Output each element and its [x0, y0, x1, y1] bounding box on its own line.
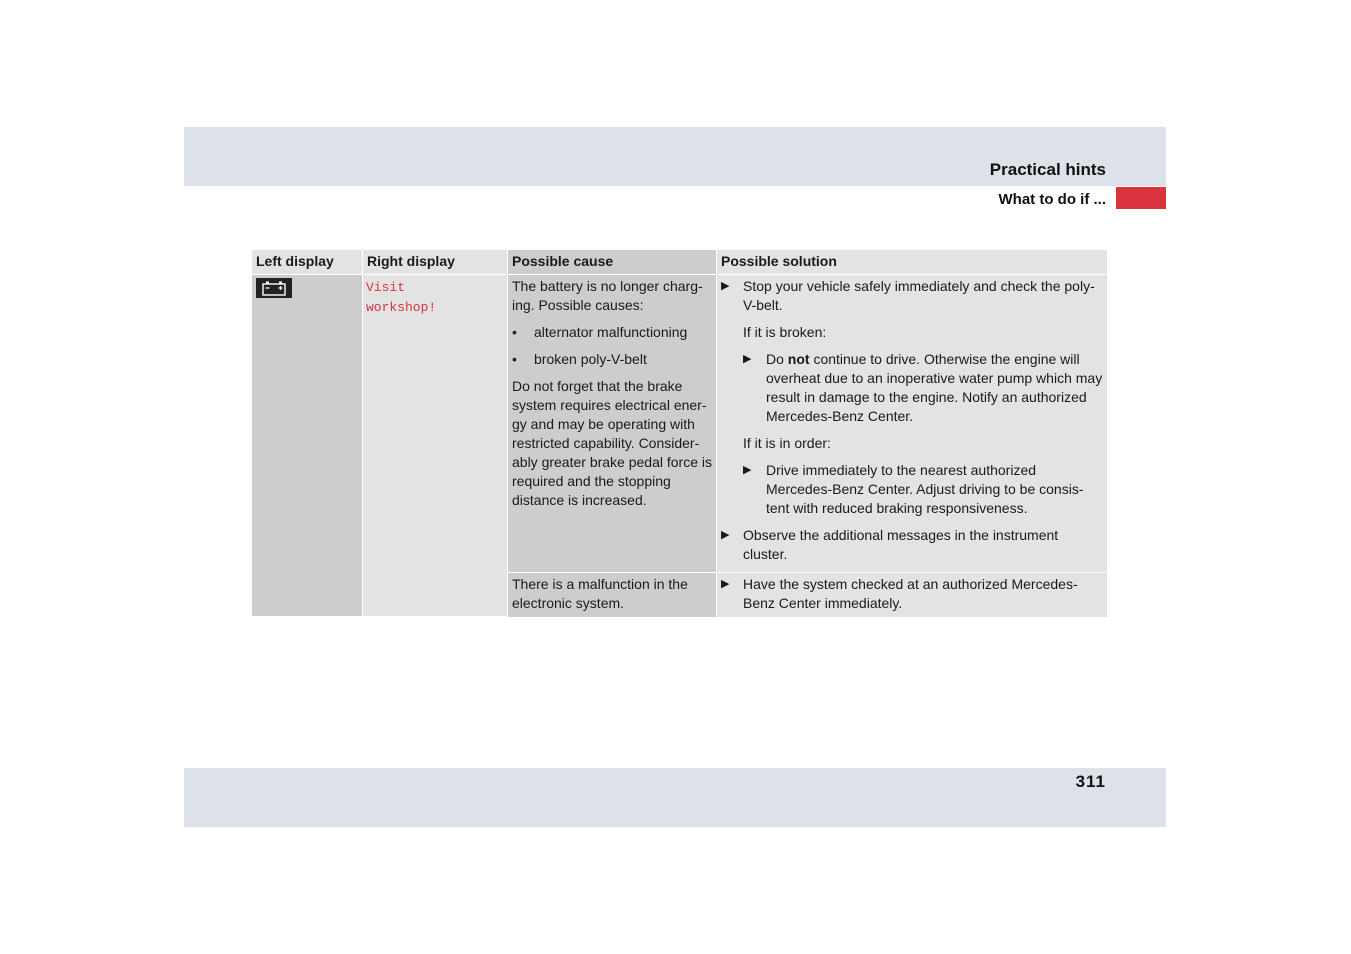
arrow-right-icon: ▶: [743, 353, 752, 365]
footer-band: [184, 768, 1166, 827]
possible-solution-cell: [716, 275, 1107, 572]
solution-step: [721, 526, 1103, 564]
solution-step: [721, 277, 1103, 315]
solution-step-text: Stop your vehicle safely immediately and check the poly-V-belt.: [743, 278, 1095, 313]
solution-step: [721, 575, 1103, 613]
subsection-title: What to do if ...: [998, 191, 1106, 208]
possible-cause-cell: [507, 275, 716, 572]
column-header-possible-cause: Possible cause: [507, 250, 716, 275]
text-part: continue to drive. Otherwise the engine will overheat due to an inoperative water pump which may result in damage to the engine. Notify an authorized Mercedes-Benz Center.: [766, 351, 1103, 424]
right-display-cell: [362, 275, 507, 616]
column-header-possible-solution: Possible solution: [716, 250, 1107, 275]
cause-bullet-text: broken poly-V-belt: [534, 351, 647, 367]
page-number: 311: [1075, 772, 1106, 791]
emphasis-text: not: [787, 351, 810, 367]
left-display-cell: [252, 275, 362, 616]
cause-solution-rows: [507, 275, 1107, 617]
table-row: [507, 275, 1107, 572]
column-header-right-display: Right display: [362, 250, 507, 275]
battery-icon: [256, 278, 292, 298]
section-marker-tab: [1116, 187, 1166, 209]
table-row: [507, 572, 1107, 617]
condition-label: If it is in order:: [743, 435, 831, 451]
arrow-right-icon: ▶: [721, 280, 730, 292]
table-header-row: [252, 250, 1107, 275]
solution-step-text: Have the system checked at an authorized Mercedes-Benz Center immediately.: [743, 576, 1078, 611]
bullet-icon: •: [512, 324, 517, 340]
bullet-icon: •: [512, 351, 517, 367]
arrow-right-icon: ▶: [721, 529, 730, 541]
list-item: [512, 350, 712, 369]
display-message-line-1: Visit: [366, 280, 406, 295]
display-message-line-2: workshop!: [366, 300, 437, 315]
cause-note: Do not forget that the brake system requires electrical ener-gy and may be operating with restricted capability. Consider-ably greater brake pedal force is required and the stopping distance is increased.: [512, 378, 712, 508]
list-item: [512, 323, 712, 342]
solution-sub-step-text: [766, 350, 1103, 426]
troubleshooting-table: [252, 250, 1107, 617]
arrow-right-icon: ▶: [743, 464, 752, 476]
solution-step-text: Observe the additional messages in the instrument cluster.: [743, 527, 1059, 562]
condition-label: If it is broken:: [743, 324, 827, 340]
possible-cause-cell: There is a malfunction in the electronic system.: [507, 573, 716, 617]
table-body: [252, 275, 1107, 617]
solution-sub-step: [743, 350, 1103, 426]
solution-sub-step: [743, 461, 1103, 518]
column-header-left-display: Left display: [252, 250, 362, 275]
possible-solution-cell: [716, 573, 1107, 617]
cause-bullet-text: alternator malfunctioning: [534, 324, 688, 340]
section-title: Practical hints: [989, 160, 1106, 179]
arrow-right-icon: ▶: [721, 578, 730, 590]
cause-intro: The battery is no longer charg-ing. Possible causes:: [512, 278, 703, 313]
solution-sub-step-text: Drive immediately to the nearest authorized Mercedes-Benz Center. Adjust driving to be consis-tent with reduced braking responsiveness.: [766, 462, 1084, 516]
text-part: Do: [766, 351, 788, 367]
